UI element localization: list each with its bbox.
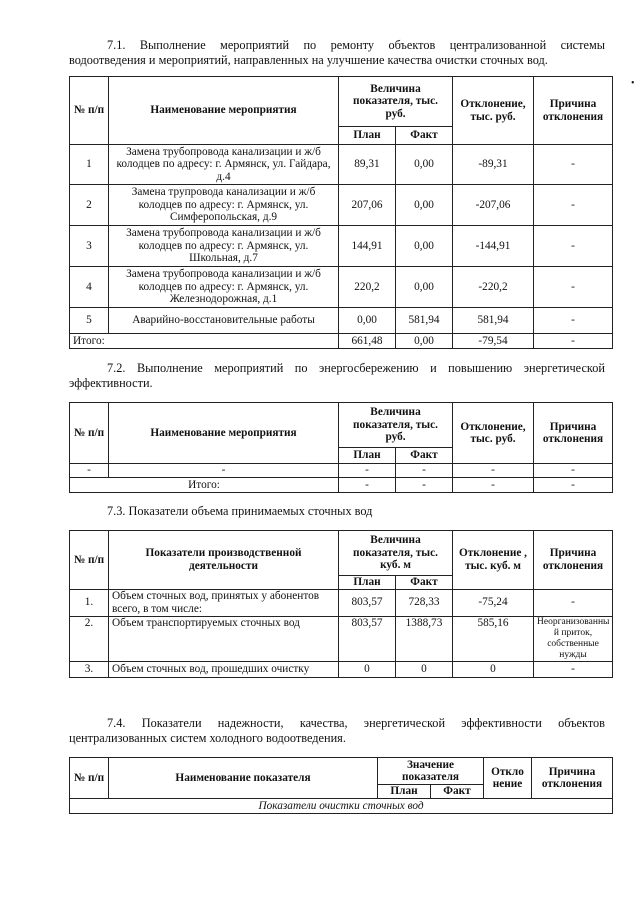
- table-total-row: [70, 334, 613, 349]
- row-num: 1: [70, 145, 109, 185]
- row-plan: 803,57: [339, 589, 396, 616]
- total-fact: -: [396, 478, 453, 493]
- table-row: [70, 145, 613, 185]
- row-name: Объем сточных вод, прошедших очистку: [109, 661, 339, 677]
- col-value-header: Величина показателя, тыс. руб.: [339, 403, 453, 448]
- row-dev: -207,06: [453, 185, 534, 226]
- row-name: Объем транспортируемых сточных вод: [109, 616, 339, 661]
- col-num-header: № п/п: [70, 758, 109, 799]
- row-plan: -: [339, 464, 396, 478]
- table-total-row: [70, 478, 613, 493]
- row-num: 2: [70, 185, 109, 226]
- row-name: -: [109, 464, 339, 478]
- col-dev-header: Отклонение , тыс. куб. м: [453, 531, 534, 590]
- row-dev: 581,94: [453, 308, 534, 334]
- table-row: [70, 185, 613, 226]
- table-row: [70, 464, 613, 478]
- section-7-3-heading: 7.3. Показатели объема принимаемых сточных вод: [107, 504, 373, 518]
- table-row: [70, 308, 613, 334]
- subheader-label: Показатели очистки сточных вод: [70, 799, 613, 814]
- total-plan: -: [339, 478, 396, 493]
- col-plan-header: План: [339, 576, 396, 590]
- row-reason: -: [534, 589, 613, 616]
- col-plan-header: План: [339, 127, 396, 145]
- row-fact: 0: [396, 661, 453, 677]
- row-dev: -89,31: [453, 145, 534, 185]
- table-row: [70, 267, 613, 308]
- section-7-4-heading: 7.4. Показатели надежности, качества, энергетической эффективности объектов централизованных систем холодного водоотведения.: [69, 716, 605, 745]
- row-plan: 89,31: [339, 145, 396, 185]
- row-num: 1.: [70, 589, 109, 616]
- col-plan-header: План: [339, 448, 396, 464]
- col-reason-header: Причина отклонения: [534, 531, 613, 590]
- row-plan: 220,2: [339, 267, 396, 308]
- col-num-header: № п/п: [70, 77, 109, 145]
- row-reason: -: [534, 226, 613, 267]
- col-fact-header: Факт: [396, 576, 453, 590]
- row-plan: 144,91: [339, 226, 396, 267]
- scan-mark: •: [631, 78, 635, 89]
- col-reason-header: Причина отклонения: [534, 77, 613, 145]
- row-num: 5: [70, 308, 109, 334]
- col-value-header: Значение показателя: [378, 758, 484, 785]
- row-reason: -: [534, 661, 613, 677]
- row-dev: -220,2: [453, 267, 534, 308]
- col-name-header: Наименование мероприятия: [109, 77, 339, 145]
- row-dev: -: [453, 464, 534, 478]
- col-dev-header: Отклонение, тыс. руб.: [453, 403, 534, 464]
- row-num: 3.: [70, 661, 109, 677]
- col-reason-header: Причина отклонения: [534, 403, 613, 464]
- row-name: Замена трубопровода канализации и ж/б колодцев по адресу: г. Армянск, ул. Школьная, д.7: [109, 226, 339, 267]
- section-7-2-heading: 7.2. Выполнение мероприятий по энергосбережению и повышению энергетической эффективности.: [69, 361, 605, 390]
- row-fact: 0,00: [396, 267, 453, 308]
- row-fact: 728,33: [396, 589, 453, 616]
- row-name: Замена трупровода канализации и ж/б колодцев по адресу: г. Армянск, ул. Симферопольская, д.9: [109, 185, 339, 226]
- total-dev: -: [453, 478, 534, 493]
- col-dev-header: Откло нение: [484, 758, 532, 799]
- row-fact: -: [396, 464, 453, 478]
- row-name: Замена трубопровода канализации и ж/б колодцев по адресу: г. Армянск, ул. Гайдара, д.4: [109, 145, 339, 185]
- table-row: [70, 661, 613, 677]
- total-fact: 0,00: [396, 334, 453, 349]
- col-num-header: № п/п: [70, 531, 109, 590]
- row-reason: -: [534, 185, 613, 226]
- table-row: [70, 616, 613, 661]
- col-fact-header: Факт: [396, 127, 453, 145]
- col-name-header: Показатели производственной деятельности: [109, 531, 339, 590]
- row-num: 4: [70, 267, 109, 308]
- row-dev: -144,91: [453, 226, 534, 267]
- total-dev: -79,54: [453, 334, 534, 349]
- table-7-3: [69, 530, 613, 678]
- row-plan: 0: [339, 661, 396, 677]
- col-num-header: № п/п: [70, 403, 109, 464]
- row-fact: 0,00: [396, 145, 453, 185]
- col-dev-header: Отклонение, тыс. руб.: [453, 77, 534, 145]
- col-name-header: Наименование мероприятия: [109, 403, 339, 464]
- col-value-header: Величина показателя, тыс. руб.: [339, 77, 453, 127]
- row-fact: 1388,73: [396, 616, 453, 661]
- total-label: Итого:: [70, 478, 339, 493]
- row-dev: 0: [453, 661, 534, 677]
- table-7-2: [69, 402, 613, 493]
- row-reason: Неорганизованны й приток, собственные нужды: [534, 616, 613, 661]
- col-fact-header: Факт: [396, 448, 453, 464]
- table-7-4: [69, 757, 613, 814]
- row-reason: -: [534, 464, 613, 478]
- total-plan: 661,48: [339, 334, 396, 349]
- row-num: 3: [70, 226, 109, 267]
- col-plan-header: План: [378, 785, 431, 799]
- col-fact-header: Факт: [431, 785, 484, 799]
- row-name: Замена трубопровода канализации и ж/б колодцев по адресу: г. Армянск, ул. Железнодорожная, д.1: [109, 267, 339, 308]
- total-label: Итого:: [70, 334, 339, 349]
- row-plan: 207,06: [339, 185, 396, 226]
- col-reason-header: Причина отклонения: [532, 758, 613, 799]
- section-7-1-heading: 7.1. Выполнение мероприятий по ремонту объектов централизованной системы водоотведения и мероприятий, направленных на улучшение качества очистки сточных вод.: [69, 38, 605, 67]
- col-value-header: Величина показателя, тыс. куб. м: [339, 531, 453, 576]
- row-num: 2.: [70, 616, 109, 661]
- row-dev: 585,16: [453, 616, 534, 661]
- total-reason: -: [534, 334, 613, 349]
- row-plan: 803,57: [339, 616, 396, 661]
- col-name-header: Наименование показателя: [109, 758, 378, 799]
- table-row: [70, 226, 613, 267]
- row-fact: 581,94: [396, 308, 453, 334]
- row-name: Аварийно-восстановительные работы: [109, 308, 339, 334]
- row-reason: -: [534, 145, 613, 185]
- table-subheader-row: [70, 799, 613, 814]
- total-reason: -: [534, 478, 613, 493]
- row-fact: 0,00: [396, 226, 453, 267]
- row-reason: -: [534, 308, 613, 334]
- row-num: -: [70, 464, 109, 478]
- row-name: Объем сточных вод, принятых у абонентов всего, в том числе:: [109, 589, 339, 616]
- table-row: [70, 589, 613, 616]
- row-plan: 0,00: [339, 308, 396, 334]
- table-7-1: [69, 76, 613, 349]
- row-fact: 0,00: [396, 185, 453, 226]
- row-reason: -: [534, 267, 613, 308]
- row-dev: -75,24: [453, 589, 534, 616]
